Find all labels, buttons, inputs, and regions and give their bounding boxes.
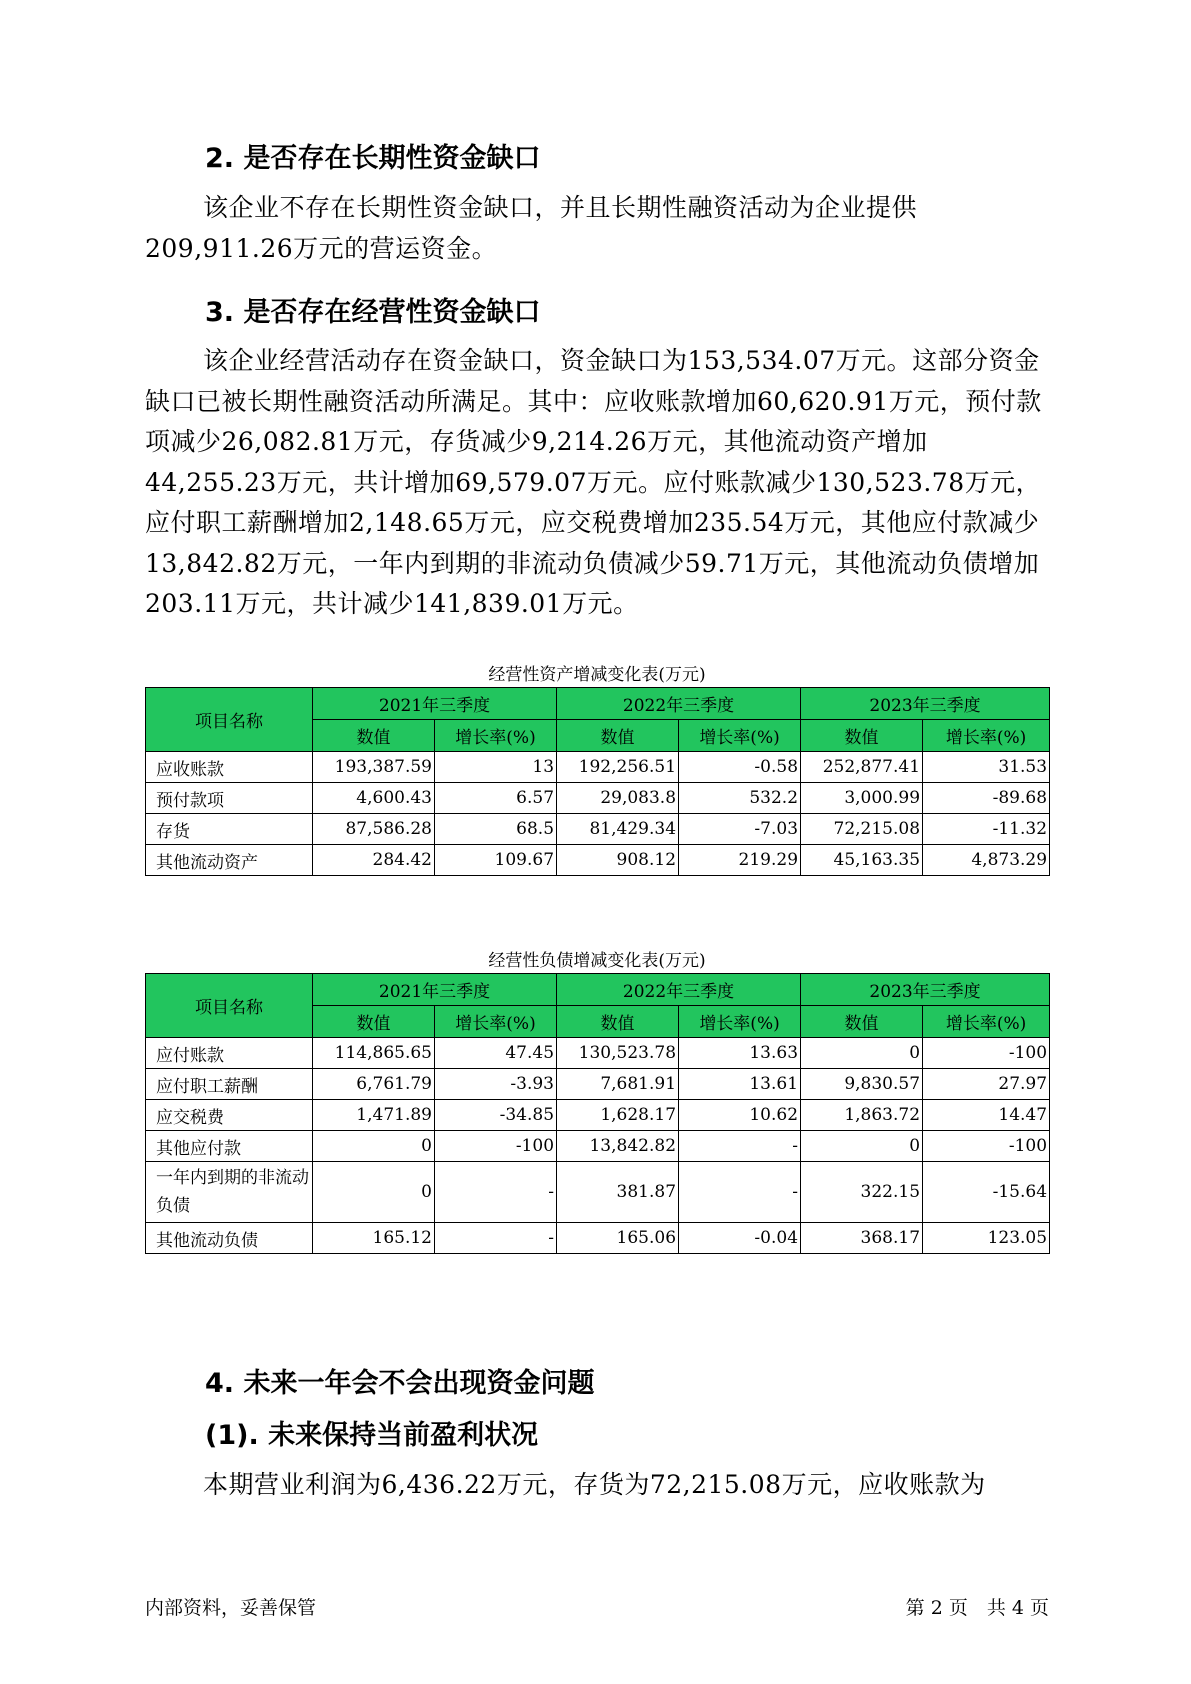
cell-rate: 13	[435, 752, 557, 783]
header-rate: 增长率(%)	[435, 720, 557, 752]
cell-value: 165.06	[557, 1223, 679, 1254]
section-4-subheading: (1). 未来保持当前盈利状况	[205, 1420, 539, 1451]
row-name: 应付职工薪酬	[146, 1069, 313, 1100]
cell-rate: -34.85	[435, 1100, 557, 1131]
section-4-text: 本期营业利润为6,436.22万元，存货为72,215.08万元，应收账款为	[203, 1470, 986, 1499]
cell-value: 0	[313, 1131, 435, 1162]
header-rate: 增长率(%)	[923, 720, 1050, 752]
cell-value: 381.87	[557, 1162, 679, 1223]
cell-rate: -	[679, 1131, 801, 1162]
cell-value: 0	[801, 1038, 923, 1069]
table-row	[146, 1069, 1050, 1100]
cell-value: 1,628.17	[557, 1100, 679, 1131]
cell-rate: -100	[923, 1038, 1050, 1069]
cell-rate: 13.61	[679, 1069, 801, 1100]
header-value: 数值	[313, 1006, 435, 1038]
cell-rate: -0.04	[679, 1223, 801, 1254]
cell-value: 322.15	[801, 1162, 923, 1223]
cell-value: 29,083.8	[557, 783, 679, 814]
cell-rate: 13.63	[679, 1038, 801, 1069]
row-name: 其他流动负债	[146, 1223, 313, 1254]
cell-value: 9,830.57	[801, 1069, 923, 1100]
cell-rate: -15.64	[923, 1162, 1050, 1223]
cell-rate: 47.45	[435, 1038, 557, 1069]
cell-rate: 123.05	[923, 1223, 1050, 1254]
header-item-name: 项目名称	[146, 974, 313, 1038]
cell-rate: -3.93	[435, 1069, 557, 1100]
header-rate: 增长率(%)	[679, 720, 801, 752]
table-row	[146, 1038, 1050, 1069]
cell-value: 4,600.43	[313, 783, 435, 814]
assets-table	[145, 687, 1050, 876]
cell-value: 45,163.35	[801, 845, 923, 876]
table-row	[146, 814, 1050, 845]
table-row	[146, 783, 1050, 814]
table-row	[146, 1100, 1050, 1131]
cell-value: 0	[801, 1131, 923, 1162]
liabilities-table-caption: 经营性负债增减变化表(万元)	[488, 951, 706, 971]
row-name: 一年内到期的非流动负债	[146, 1162, 313, 1223]
header-value: 数值	[313, 720, 435, 752]
cell-rate: -89.68	[923, 783, 1050, 814]
cell-rate: -100	[435, 1131, 557, 1162]
header-value: 数值	[801, 1006, 923, 1038]
header-period: 2021年三季度	[313, 974, 557, 1006]
cell-rate: 4,873.29	[923, 845, 1050, 876]
liabilities-table	[145, 973, 1050, 1254]
cell-value: 284.42	[313, 845, 435, 876]
cell-rate: 219.29	[679, 845, 801, 876]
cell-rate: -	[435, 1162, 557, 1223]
footer-note: 内部资料，妥善保管	[145, 1597, 317, 1619]
cell-value: 908.12	[557, 845, 679, 876]
cell-rate: -0.58	[679, 752, 801, 783]
table-row	[146, 845, 1050, 876]
header-item-name: 项目名称	[146, 688, 313, 752]
header-rate: 增长率(%)	[923, 1006, 1050, 1038]
row-name: 其他应付款	[146, 1131, 313, 1162]
cell-rate: 532.2	[679, 783, 801, 814]
cell-rate: 31.53	[923, 752, 1050, 783]
row-name: 应交税费	[146, 1100, 313, 1131]
row-name: 存货	[146, 814, 313, 845]
section-3-text: 该企业经营活动存在资金缺口，资金缺口为153,534.07万元。这部分资金缺口已被长期性融资活动所满足。其中：应收账款增加60,620.91万元，预付款项减少26,082.81万元，存货减少9,214.26万元，其他流动资产增加44,255.23万元，共计增加69,579.07万元。应付账款减少130,523.78万元，应付职工薪酬增加2,148.65万元，应交税费增加235.54万元，其他应付款减少13,842.82万元，一年内到期的非流动负债减少59.71万元，其他流动负债增加203.11万元，共计减少141,839.01万元。	[145, 346, 1042, 618]
cell-rate: 109.67	[435, 845, 557, 876]
cell-value: 87,586.28	[313, 814, 435, 845]
cell-value: 130,523.78	[557, 1038, 679, 1069]
cell-value: 165.12	[313, 1223, 435, 1254]
section-2-text: 该企业不存在长期性资金缺口，并且长期性融资活动为企业提供209,911.26万元的营运资金。	[145, 193, 918, 263]
cell-value: 192,256.51	[557, 752, 679, 783]
row-name: 预付款项	[146, 783, 313, 814]
cell-value: 7,681.91	[557, 1069, 679, 1100]
cell-value: 6,761.79	[313, 1069, 435, 1100]
cell-value: 0	[313, 1162, 435, 1223]
assets-table-caption: 经营性资产增减变化表(万元)	[488, 665, 706, 685]
header-value: 数值	[557, 1006, 679, 1038]
row-name: 应收账款	[146, 752, 313, 783]
row-name: 其他流动资产	[146, 845, 313, 876]
cell-rate: 14.47	[923, 1100, 1050, 1131]
cell-value: 72,215.08	[801, 814, 923, 845]
header-value: 数值	[801, 720, 923, 752]
row-name: 应付账款	[146, 1038, 313, 1069]
header-value: 数值	[557, 720, 679, 752]
cell-rate: 10.62	[679, 1100, 801, 1131]
cell-rate: -	[435, 1223, 557, 1254]
table-row	[146, 1131, 1050, 1162]
table-row	[146, 752, 1050, 783]
section-3-heading: 3. 是否存在经营性资金缺口	[205, 297, 541, 328]
header-rate: 增长率(%)	[679, 1006, 801, 1038]
cell-rate: -7.03	[679, 814, 801, 845]
header-period: 2022年三季度	[557, 974, 801, 1006]
cell-value: 3,000.99	[801, 783, 923, 814]
cell-rate: 6.57	[435, 783, 557, 814]
cell-value: 81,429.34	[557, 814, 679, 845]
cell-value: 114,865.65	[313, 1038, 435, 1069]
header-period: 2023年三季度	[801, 974, 1050, 1006]
cell-rate: -100	[923, 1131, 1050, 1162]
cell-value: 1,863.72	[801, 1100, 923, 1131]
header-rate: 增长率(%)	[435, 1006, 557, 1038]
cell-rate: 68.5	[435, 814, 557, 845]
table-row	[146, 1162, 1050, 1223]
cell-rate: -11.32	[923, 814, 1050, 845]
header-period: 2022年三季度	[557, 688, 801, 720]
page-number: 第 2 页 共 4 页	[905, 1597, 1049, 1619]
cell-value: 252,877.41	[801, 752, 923, 783]
header-period: 2023年三季度	[801, 688, 1050, 720]
cell-value: 368.17	[801, 1223, 923, 1254]
section-2-heading: 2. 是否存在长期性资金缺口	[205, 143, 541, 174]
cell-value: 13,842.82	[557, 1131, 679, 1162]
header-period: 2021年三季度	[313, 688, 557, 720]
cell-value: 193,387.59	[313, 752, 435, 783]
cell-rate: 27.97	[923, 1069, 1050, 1100]
cell-rate: -	[679, 1162, 801, 1223]
table-row	[146, 1223, 1050, 1254]
section-4-heading: 4. 未来一年会不会出现资金问题	[205, 1368, 595, 1399]
cell-value: 1,471.89	[313, 1100, 435, 1131]
